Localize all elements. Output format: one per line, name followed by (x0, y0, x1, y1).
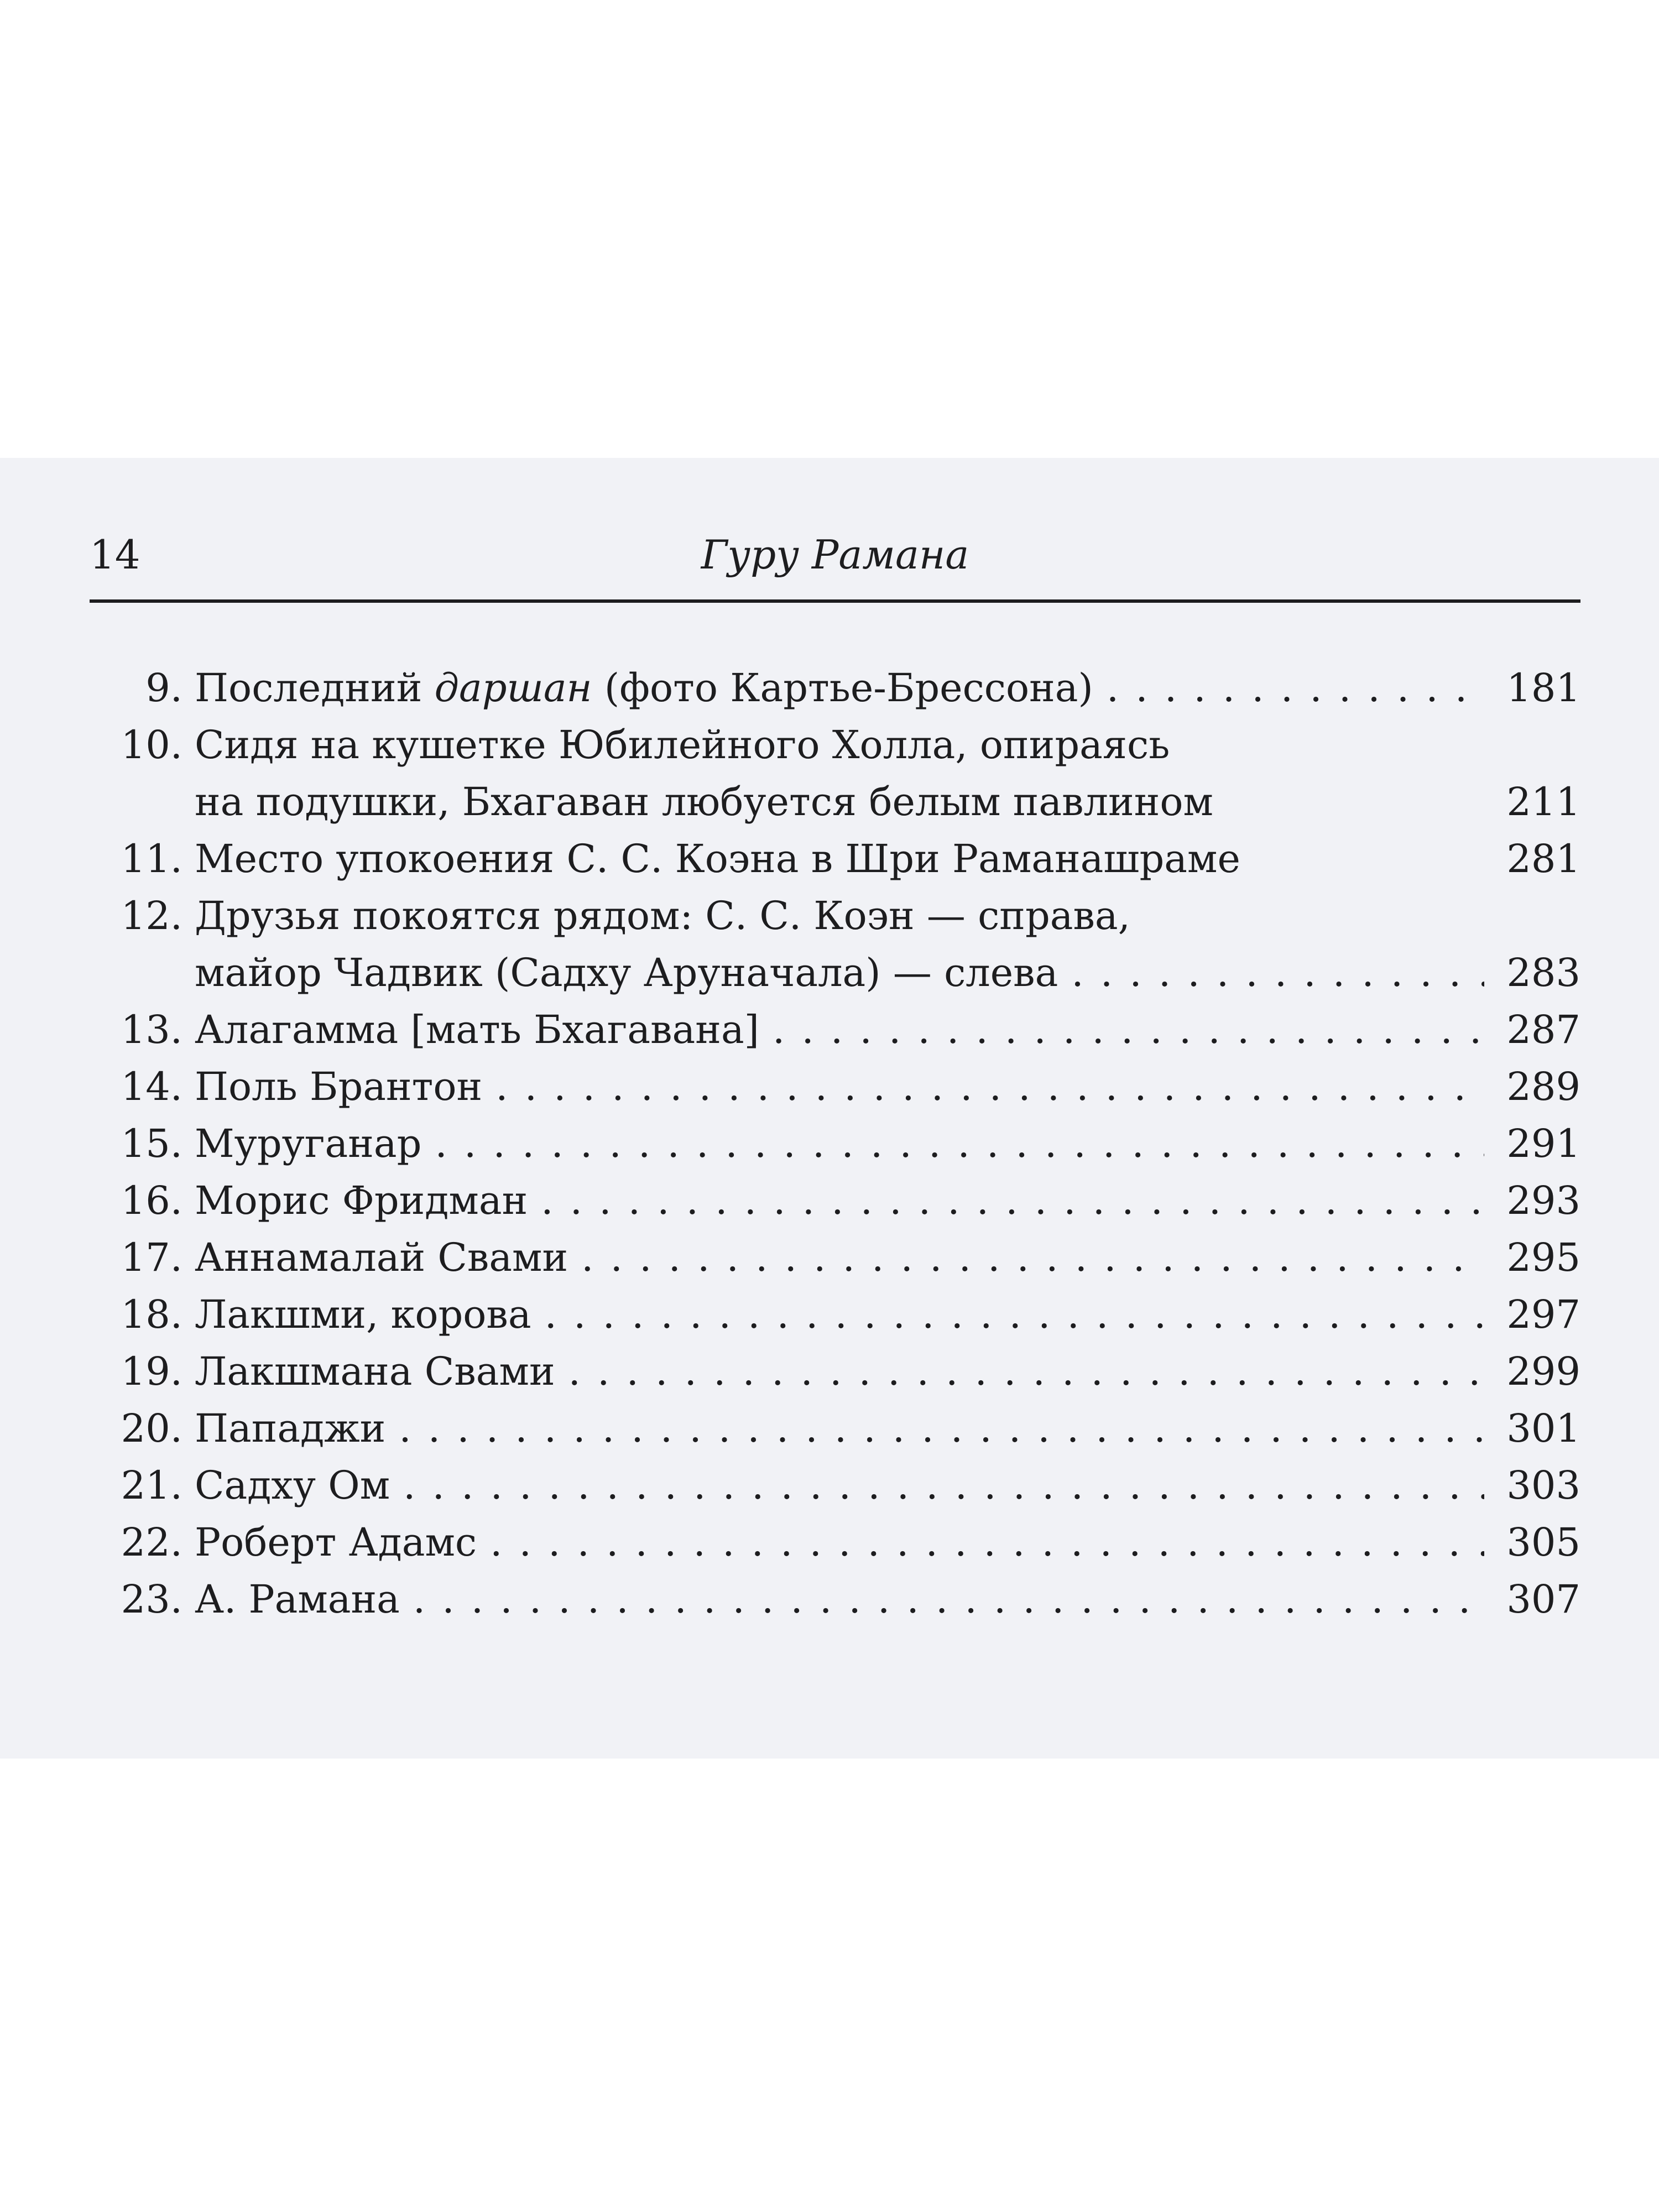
toc-entry (90, 1001, 1580, 1058)
entry-title (195, 1514, 477, 1571)
entry-page-number: 293 (1506, 1178, 1580, 1223)
toc-line (90, 1514, 1580, 1571)
toc-line (90, 1286, 1580, 1343)
entry-title-text: Последний (195, 665, 435, 711)
entry-number: 22. (121, 1520, 182, 1565)
page-header (90, 521, 1580, 588)
toc-entry (90, 660, 1580, 717)
entry-title (195, 831, 1240, 888)
entry-number: 19. (121, 1349, 182, 1394)
toc-line (90, 1400, 1580, 1457)
dot-leader (568, 1343, 1484, 1400)
toc-entry (90, 1514, 1580, 1571)
entry-title (195, 1457, 390, 1514)
entry-number: 12. (121, 893, 182, 938)
entry-page-number: 283 (1506, 950, 1580, 995)
entry-title (195, 1400, 385, 1457)
entry-page-number: 297 (1506, 1292, 1580, 1337)
entry-title-text: Роберт Адамс (195, 1520, 477, 1565)
entry-title-text: майор Чадвик (Садху Аруначала) — слева (195, 950, 1058, 995)
page-number: 14 (90, 531, 140, 578)
toc-line (90, 1229, 1580, 1286)
toc-line (90, 660, 1580, 717)
entry-title-text: Аннамалай Свами (195, 1235, 568, 1280)
toc-line (90, 831, 1580, 888)
entry-page-number: 307 (1506, 1577, 1580, 1622)
entry-title (195, 945, 1058, 1001)
entry-title (195, 1229, 568, 1286)
toc-entry (90, 1115, 1580, 1172)
toc-line (90, 1172, 1580, 1229)
entry-page-number: 287 (1506, 1007, 1580, 1052)
toc-entry (90, 1286, 1580, 1343)
dot-leader (413, 1571, 1484, 1628)
entry-title-text: Пападжи (195, 1406, 386, 1451)
entry-number: 17. (121, 1235, 182, 1280)
entry-title (195, 1172, 528, 1229)
entry-title-text: Лакшмана Свами (195, 1349, 555, 1394)
toc-line (90, 1001, 1580, 1058)
dot-leader (1071, 945, 1484, 1001)
entry-number: 9. (145, 665, 182, 711)
entry-title-text: Поль Брантон (195, 1064, 483, 1109)
entry-page-number: 291 (1506, 1121, 1580, 1166)
toc-entry (90, 717, 1580, 831)
toc-entry (90, 1229, 1580, 1286)
dot-leader (495, 1058, 1484, 1115)
entry-title-text: Друзья покоятся рядом: С. С. Коэн — справа, (195, 893, 1130, 938)
dot-leader (773, 1001, 1484, 1058)
toc-entry (90, 1343, 1580, 1400)
dot-leader (435, 1115, 1484, 1172)
entry-page-number: 281 (1506, 836, 1580, 881)
toc-line (90, 888, 1580, 945)
entry-title (195, 774, 1213, 831)
dot-leader (403, 1457, 1484, 1514)
entry-title (195, 1343, 555, 1400)
entry-title-text: Алагамма [мать Бхагавана] (195, 1007, 759, 1052)
entry-title-text: Муруганар (195, 1121, 422, 1166)
entry-title (195, 1286, 531, 1343)
entry-page-number: 295 (1506, 1235, 1580, 1280)
toc-line (90, 1571, 1580, 1628)
entry-page-number: 181 (1506, 665, 1580, 711)
dot-leader (1107, 660, 1484, 717)
toc-entry (90, 1172, 1580, 1229)
entry-title-text: Сидя на кушетке Юбилейного Холла, опираясь (195, 722, 1170, 768)
entry-title-text: Место упокоения С. С. Коэна в Шри Раманашраме (195, 836, 1240, 881)
table-of-contents (90, 660, 1580, 1628)
toc-line (90, 1058, 1580, 1115)
entry-title-text: Морис Фридман (195, 1178, 528, 1223)
entry-number: 18. (121, 1292, 182, 1337)
entry-title (195, 1058, 482, 1115)
dot-leader (545, 1286, 1484, 1343)
toc-entry (90, 1571, 1580, 1628)
entry-title (195, 660, 1093, 717)
entry-number: 11. (121, 836, 182, 881)
entry-title-text: (фото Картье-Брессона) (592, 665, 1093, 711)
entry-page-number: 299 (1506, 1349, 1580, 1394)
entry-title (195, 1115, 421, 1172)
entry-title-text: на подушки, Бхагаван любуется белым павлином (195, 779, 1213, 825)
entry-number: 16. (121, 1178, 182, 1223)
entry-page-number: 303 (1506, 1463, 1580, 1508)
entry-title (195, 1001, 759, 1058)
dot-leader (581, 1229, 1484, 1286)
entry-number: 21. (121, 1463, 182, 1508)
toc-entry (90, 888, 1580, 1001)
entry-page-number: 211 (1506, 779, 1580, 825)
entry-number: 14. (121, 1064, 182, 1109)
running-title: Гуру Рамана (701, 531, 969, 578)
entry-number: 20. (121, 1406, 182, 1451)
entry-number: 23. (121, 1577, 182, 1622)
entry-title (195, 1571, 400, 1628)
entry-page-number: 305 (1506, 1520, 1580, 1565)
toc-line (90, 945, 1580, 1001)
entry-number: 15. (121, 1121, 182, 1166)
dot-leader (490, 1514, 1484, 1571)
toc-line (90, 717, 1580, 774)
book-page (0, 458, 1659, 1759)
toc-entry (90, 1058, 1580, 1115)
toc-line (90, 1343, 1580, 1400)
entry-number: 13. (121, 1007, 182, 1052)
toc-entry (90, 1400, 1580, 1457)
toc-line (90, 1457, 1580, 1514)
entry-title (195, 717, 1170, 774)
entry-title-text: Садху Ом (195, 1463, 390, 1508)
toc-entry (90, 1457, 1580, 1514)
entry-title-italic: даршан (434, 665, 592, 711)
entry-title-text: А. Рамана (195, 1577, 400, 1622)
entry-title (195, 888, 1130, 945)
header-rule (90, 599, 1580, 603)
entry-number: 10. (121, 722, 182, 768)
toc-entry (90, 831, 1580, 888)
entry-page-number: 289 (1506, 1064, 1580, 1109)
entry-page-number: 301 (1506, 1406, 1580, 1451)
toc-line (90, 1115, 1580, 1172)
toc-line (90, 774, 1580, 831)
dot-leader (541, 1172, 1484, 1229)
dot-leader (399, 1400, 1484, 1457)
entry-title-text: Лакшми, корова (195, 1292, 531, 1337)
